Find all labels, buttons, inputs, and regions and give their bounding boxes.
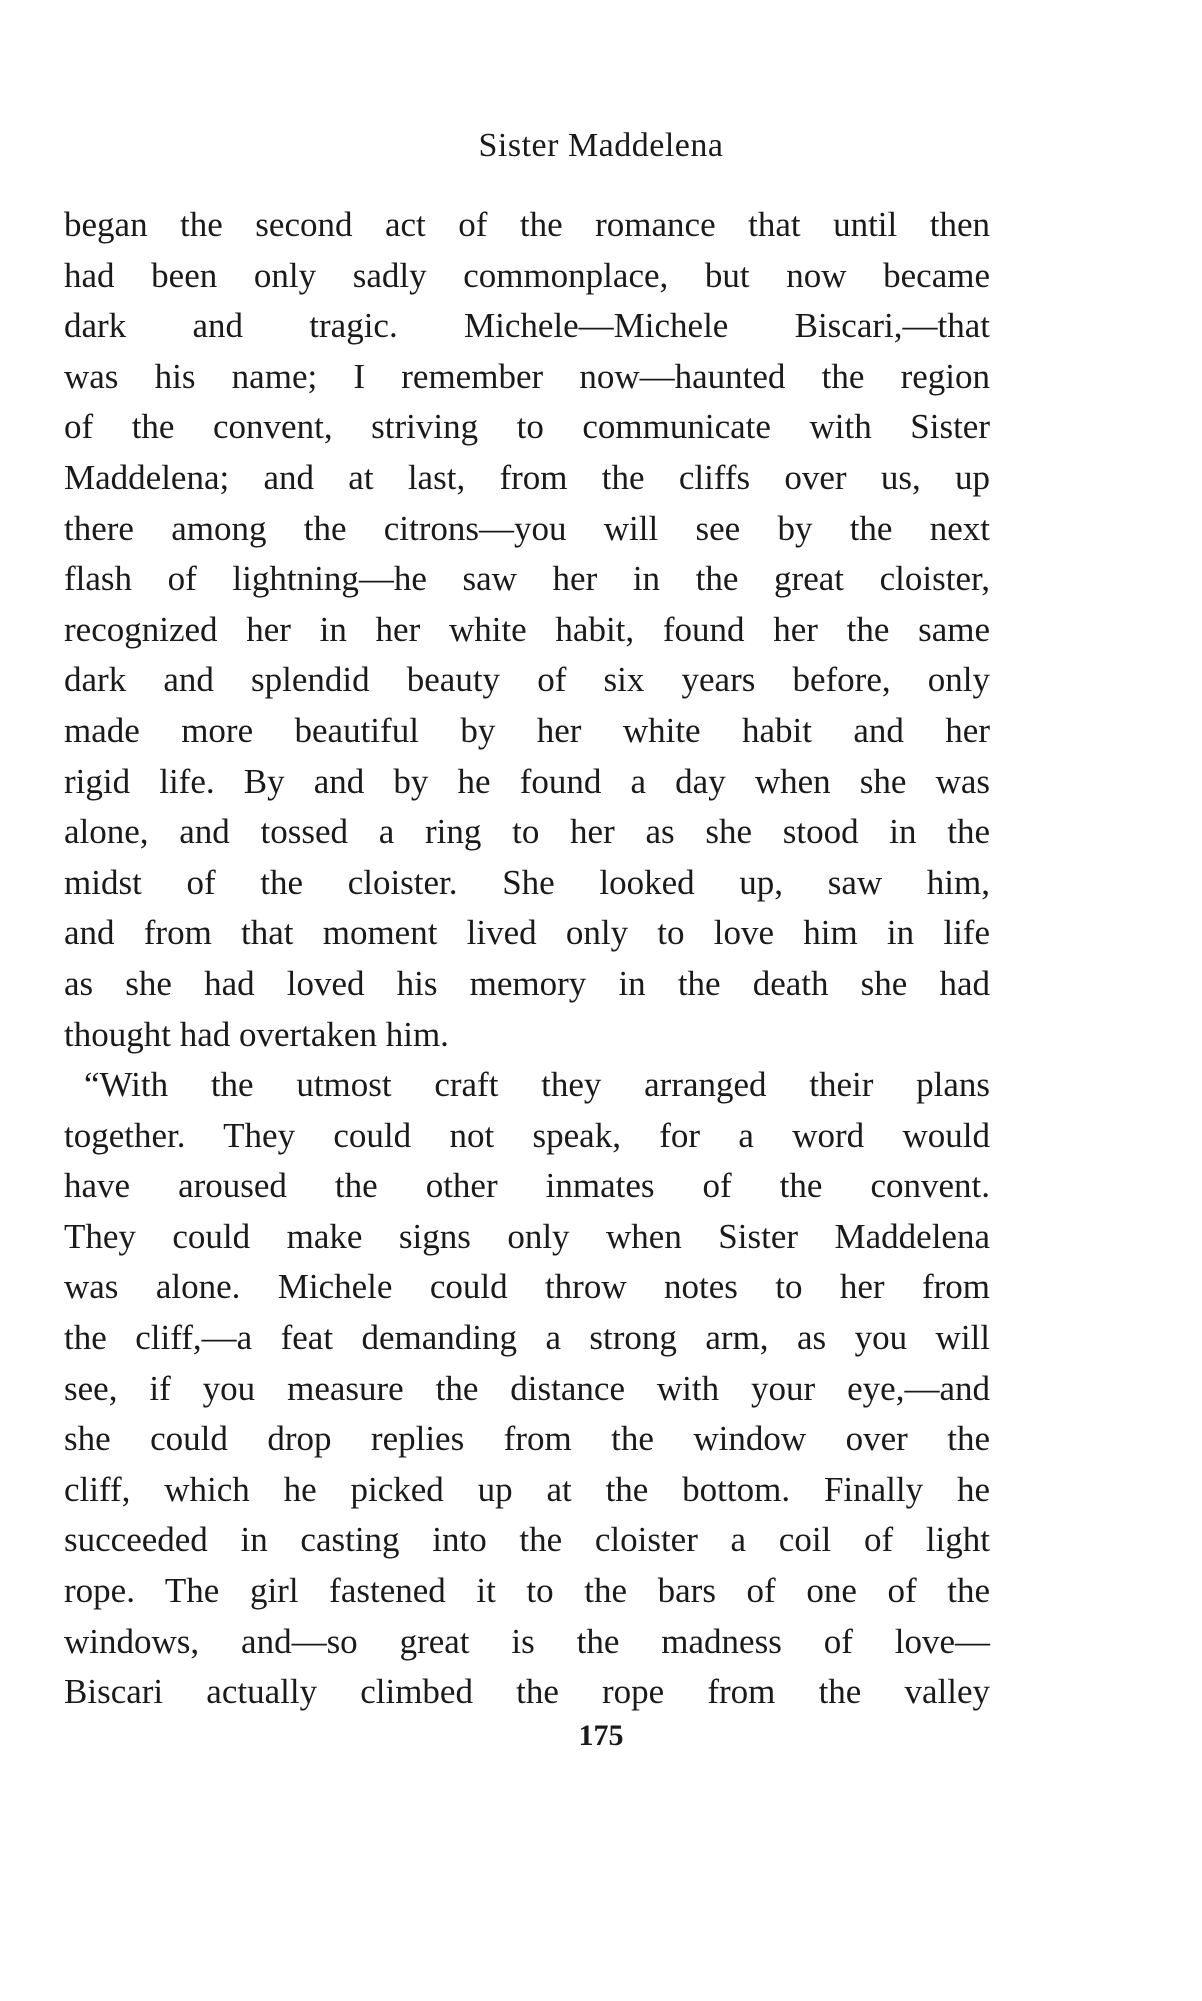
body-text [64, 200, 990, 1718]
text-line: there among the citrons—you will see by the next [64, 508, 990, 548]
text-line: windows, and—so great is the madness of love— [64, 1621, 990, 1661]
text-line: rope. The girl fastened it to the bars of one of the [64, 1571, 990, 1611]
text-line: she could drop replies from the window over the [64, 1419, 990, 1459]
text-line: together. They could not speak, for a word would [64, 1115, 990, 1155]
text-line: was alone. Michele could throw notes to her from [64, 1267, 990, 1307]
text-line: see, if you measure the distance with your eye,—and [64, 1368, 990, 1408]
text-line: made more beautiful by her white habit and her [64, 710, 990, 750]
paragraph [64, 200, 990, 1060]
text-line: as she had loved his memory in the death she had [64, 963, 990, 1003]
text-line: thought had overtaken him. [64, 1014, 449, 1054]
running-head: Sister Maddelena [478, 127, 724, 164]
paragraph [64, 1060, 990, 1718]
text-line: alone, and tossed a ring to her as she stood in the [64, 812, 990, 852]
text-line: and from that moment lived only to love him in life [64, 913, 990, 953]
text-line: began the second act of the romance that until then [64, 205, 990, 244]
text-line: flash of lightning—he saw her in the great cloister, [64, 559, 990, 599]
text-line: cliff, which he picked up at the bottom. Finally he [64, 1469, 990, 1509]
page-number: 175 [578, 1719, 624, 1752]
text-line: dark and tragic. Michele—Michele Biscari,—that [64, 306, 990, 346]
text-line: recognized her in her white habit, found her the same [64, 609, 990, 649]
text-line: Biscari actually climbed the rope from the valley [64, 1672, 990, 1712]
text-line: had been only sadly commonplace, but now became [64, 255, 990, 295]
text-line: have aroused the other inmates of the convent. [64, 1166, 990, 1206]
text-line: “With the utmost craft they arranged their plans [84, 1065, 990, 1105]
text-line: dark and splendid beauty of six years before, only [64, 660, 990, 700]
text-line: was his name; I remember now—haunted the region [64, 356, 990, 396]
text-line: Maddelena; and at last, from the cliffs over us, up [64, 457, 990, 497]
text-line: midst of the cloister. She looked up, saw him, [64, 862, 990, 902]
text-line: rigid life. By and by he found a day when she was [64, 761, 990, 801]
text-line: of the convent, striving to communicate with Sister [64, 407, 990, 447]
text-line: succeeded in casting into the cloister a coil of light [64, 1520, 990, 1560]
text-line: They could make signs only when Sister Maddelena [64, 1216, 990, 1256]
text-line: the cliff,—a feat demanding a strong arm, as you will [64, 1318, 990, 1358]
